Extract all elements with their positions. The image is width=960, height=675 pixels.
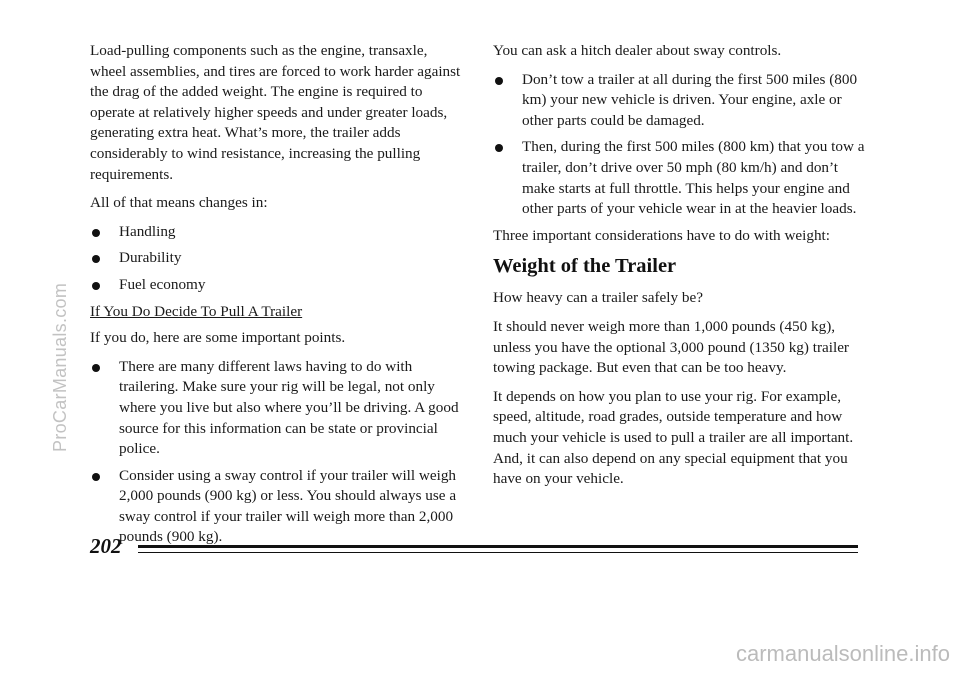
weight-paragraph: It should never weigh more than 1,000 pounds (450 kg), unless you have the optional 3,000 pound (1350 kg) trailer towing package. But even that can be too heavy. — [493, 317, 849, 377]
bullet-icon — [495, 144, 503, 152]
weight-intro: Three important considerations have to do with weight: — [493, 226, 830, 244]
bullet-icon — [92, 364, 100, 372]
sway-text: You can ask a hitch dealer about sway controls. — [493, 42, 782, 59]
changes-intro: All of that means changes in: — [90, 194, 268, 212]
footer-rule — [138, 545, 858, 548]
list-item: Consider using a sway control if your trailer will weigh 2,000 pounds (900 kg) or less. You should always use a sway control if your trailer will weigh more than 2,000 pounds (900 kg). — [90, 466, 465, 548]
list-item: There are many different laws having to do with trailering. Make sure your rig will be legal, not only where you live but also where you’ll be driving. A good source for this information can be state or provincial police. — [90, 357, 465, 460]
breakin-list — [493, 70, 873, 220]
list-item: Durability — [90, 248, 465, 269]
bullet-icon — [495, 77, 503, 85]
right-column — [493, 41, 873, 498]
bullet-icon — [92, 229, 100, 237]
question-text: How heavy can a trailer safely be? — [493, 289, 703, 307]
list-item: Handling — [90, 222, 465, 243]
list-item: Fuel economy — [90, 275, 465, 296]
bullet-icon — [92, 255, 100, 263]
points-list — [90, 357, 465, 548]
section-heading: Weight of the Trailer — [493, 255, 677, 278]
changes-list — [90, 222, 465, 296]
page-number: 202 — [90, 534, 122, 558]
bullet-icon — [92, 282, 100, 290]
points-intro: If you do, here are some important points. — [90, 329, 346, 347]
bottom-watermark: carmanualsonline.info — [735, 641, 950, 666]
usage-paragraph: It depends on how you plan to use your rig. For example, speed, altitude, road grades, outside temperature and how much your vehicle is used to pull a trailer are all important. And, it can also depend on any special equipment that you have on your vehicle. — [493, 387, 854, 488]
bullet-icon — [92, 473, 100, 481]
side-watermark: ProCarManuals.com — [50, 282, 70, 452]
left-column — [90, 41, 465, 554]
intro-paragraph: Load-pulling components such as the engine, transaxle, wheel assemblies, and tires are forced to work harder against the drag of the added weight. The engine is required to operate at relatively higher speeds and under greater loads, generating extra heat. What’s more, the trailer adds considerably to wind resistance, increasing the pulling requirements. — [90, 42, 461, 183]
subheading: If You Do Decide To Pull A Trailer — [90, 302, 303, 320]
page-footer — [90, 534, 858, 560]
list-item: Then, during the first 500 miles (800 km) that you tow a trailer, don’t drive over 50 mph (80 km/h) and don’t make starts at full throttle. This helps your engine and other parts of your vehicle wear in at the heavier loads. — [493, 137, 873, 219]
footer-rule-thin — [138, 552, 858, 553]
list-item: Don’t tow a trailer at all during the first 500 miles (800 km) your new vehicle is driven. Your engine, axle or other parts could be damaged. — [493, 70, 873, 132]
